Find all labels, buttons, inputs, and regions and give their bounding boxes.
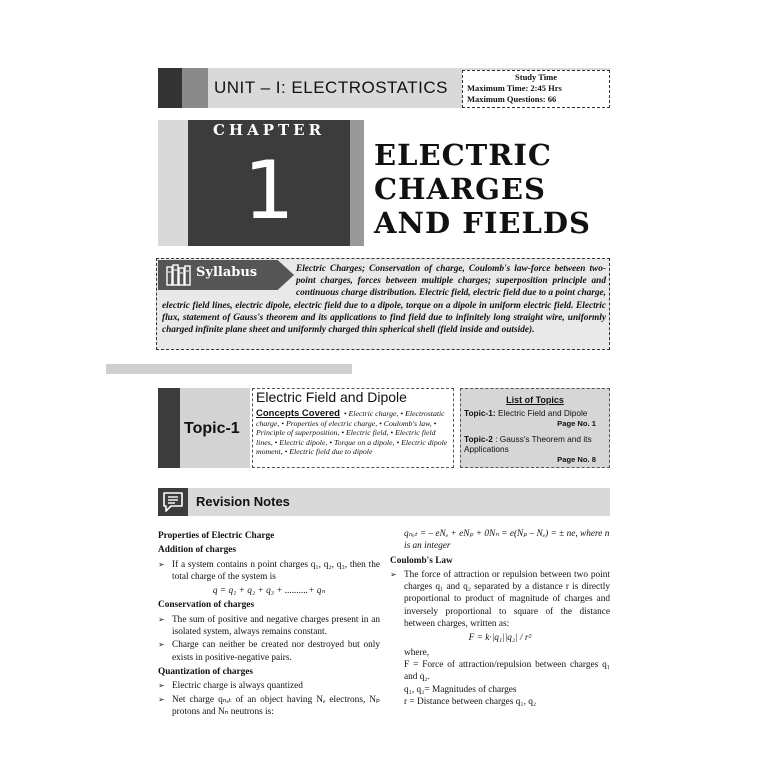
books-icon [166, 264, 192, 286]
heading-addition: Addition of charges [158, 545, 236, 556]
topic-label: Topic-1 [184, 420, 240, 437]
list-item-prefix: Topic-2 [464, 434, 493, 444]
bullet-conservation-2: ➢ Charge can neither be created nor destroyed but only exists in positive-negative pairs. [158, 639, 380, 664]
chapter-title-line2: CHARGES [374, 172, 546, 206]
heading-properties: Properties of Electric Charge [158, 531, 275, 541]
study-time-heading: Study Time [515, 72, 557, 82]
list-of-topics-title: List of Topics [506, 395, 564, 405]
list-item-name: : Gauss's Theorem and its Applications [464, 434, 592, 454]
unit-header-accent-dark [158, 68, 182, 108]
equation-coulomb-force: F = k·|q₁||q₂| / r² [468, 633, 532, 644]
bullet-addition: ➢ If a system contains n point charges q₁, q₂, q₃, then the total charge of the system is [158, 559, 380, 584]
equation-total-charge: q = q₁ + q₂ + q₃ + ..........+ qₙ [212, 586, 326, 597]
topic-accent [158, 388, 180, 468]
syllabus-label: Syllabus [196, 265, 258, 280]
bullet-coulomb: ➢ The force of attraction or repulsion between two point charges q₁ and q₂ separated by a distance r is directly proportional to product of magnitude of charges and inversely proportional to square of the distance between charges, written as: [390, 569, 610, 630]
heading-conservation: Conservation of charges [158, 600, 255, 611]
revision-notes-title: Revision Notes [196, 494, 290, 509]
list-item-prefix: Topic-1: [464, 408, 496, 418]
equation-net-charge: qₙₑₜ = – eNₑ + eNₚ + 0Nₙ = e(Nₚ – Nₑ) = ± ne, where n is an integer [404, 529, 610, 552]
bullet-quantization-1: ➢ Electric charge is always quantized [158, 680, 380, 692]
definition-distance: r = Distance between charges q₁, q₂ [404, 696, 537, 707]
chapter-strip [350, 120, 364, 246]
chapter-number: 1 [243, 144, 295, 237]
concepts-heading: Concepts Covered [256, 408, 340, 419]
chapter-title-line1: ELECTRIC [374, 138, 553, 172]
list-item-topic-2[interactable] [464, 434, 604, 454]
notes-right-column [390, 528, 610, 708]
syllabus-text: Electric Charges; Conservation of charge, Coulomb's law-force between two-point charges, forces between multiple charges; superposition principle and continuous charge distribution. Electric field, electric field due to a point charge, electric field lines, electric dipole, electric field due to a dipole, torque on a dipole in uniform electric field. Electric flux, statement of Gauss's theorem and its applications to find field due to infinitely long straight wire, uniformly charged infinite plane sheet and uniformly charged thin spherical shell (field inside and outside). [162, 264, 606, 336]
page-ref-topic-1: Page No. 1 [557, 419, 596, 428]
unit-title: UNIT – I: ELECTROSTATICS [214, 78, 448, 97]
page-ref-topic-2: Page No. 8 [557, 455, 596, 464]
where-label: where, [404, 647, 430, 658]
notes-left-column [158, 528, 380, 719]
definition-charges: q₁, q₂= Magnitudes of charges [404, 684, 517, 695]
heading-coulomb: Coulomb's Law [390, 555, 453, 566]
notes-speech-bubble-icon [162, 491, 184, 513]
bullet-quantization-2: ➢ Net charge qₙₑₜ of an object having Nₑ electrons, Nₚ protons and Nₙ neutrons is: [158, 694, 380, 719]
max-time: Maximum Time: 2:45 Hrs [467, 83, 562, 93]
bullet-conservation-1: ➢ The sum of positive and negative charges present in an isolated system, always remains constant. [158, 614, 380, 639]
chapter-word: CHAPTER [212, 121, 326, 139]
topic-title: Electric Field and Dipole [256, 389, 407, 405]
concepts-text: • Electric charge, • Electrostatic charge, • Properties of electric charge, • Coulomb's law, • Principle of superposition, • Electric field, • Electric field lines, • Electric dipole, • Torque on a dipole, • Electric dipole moment, • Electric field due to dipole [256, 409, 448, 457]
heading-quantization: Quantization of charges [158, 666, 254, 677]
chapter-title-line3: AND FIELDS [374, 206, 591, 240]
max-questions: Maximum Questions: 66 [467, 94, 557, 104]
list-item-topic-1[interactable] [464, 408, 606, 418]
unit-header-accent-mid [182, 68, 208, 108]
study-time-box [462, 70, 610, 108]
separator-bar [106, 364, 352, 374]
list-item-name: Electric Field and Dipole [495, 408, 588, 418]
chapter-title [374, 138, 591, 240]
definition-force: F = Force of attraction/repulsion between charges q₁ and q₂. [404, 659, 610, 683]
concepts-covered [256, 409, 451, 457]
